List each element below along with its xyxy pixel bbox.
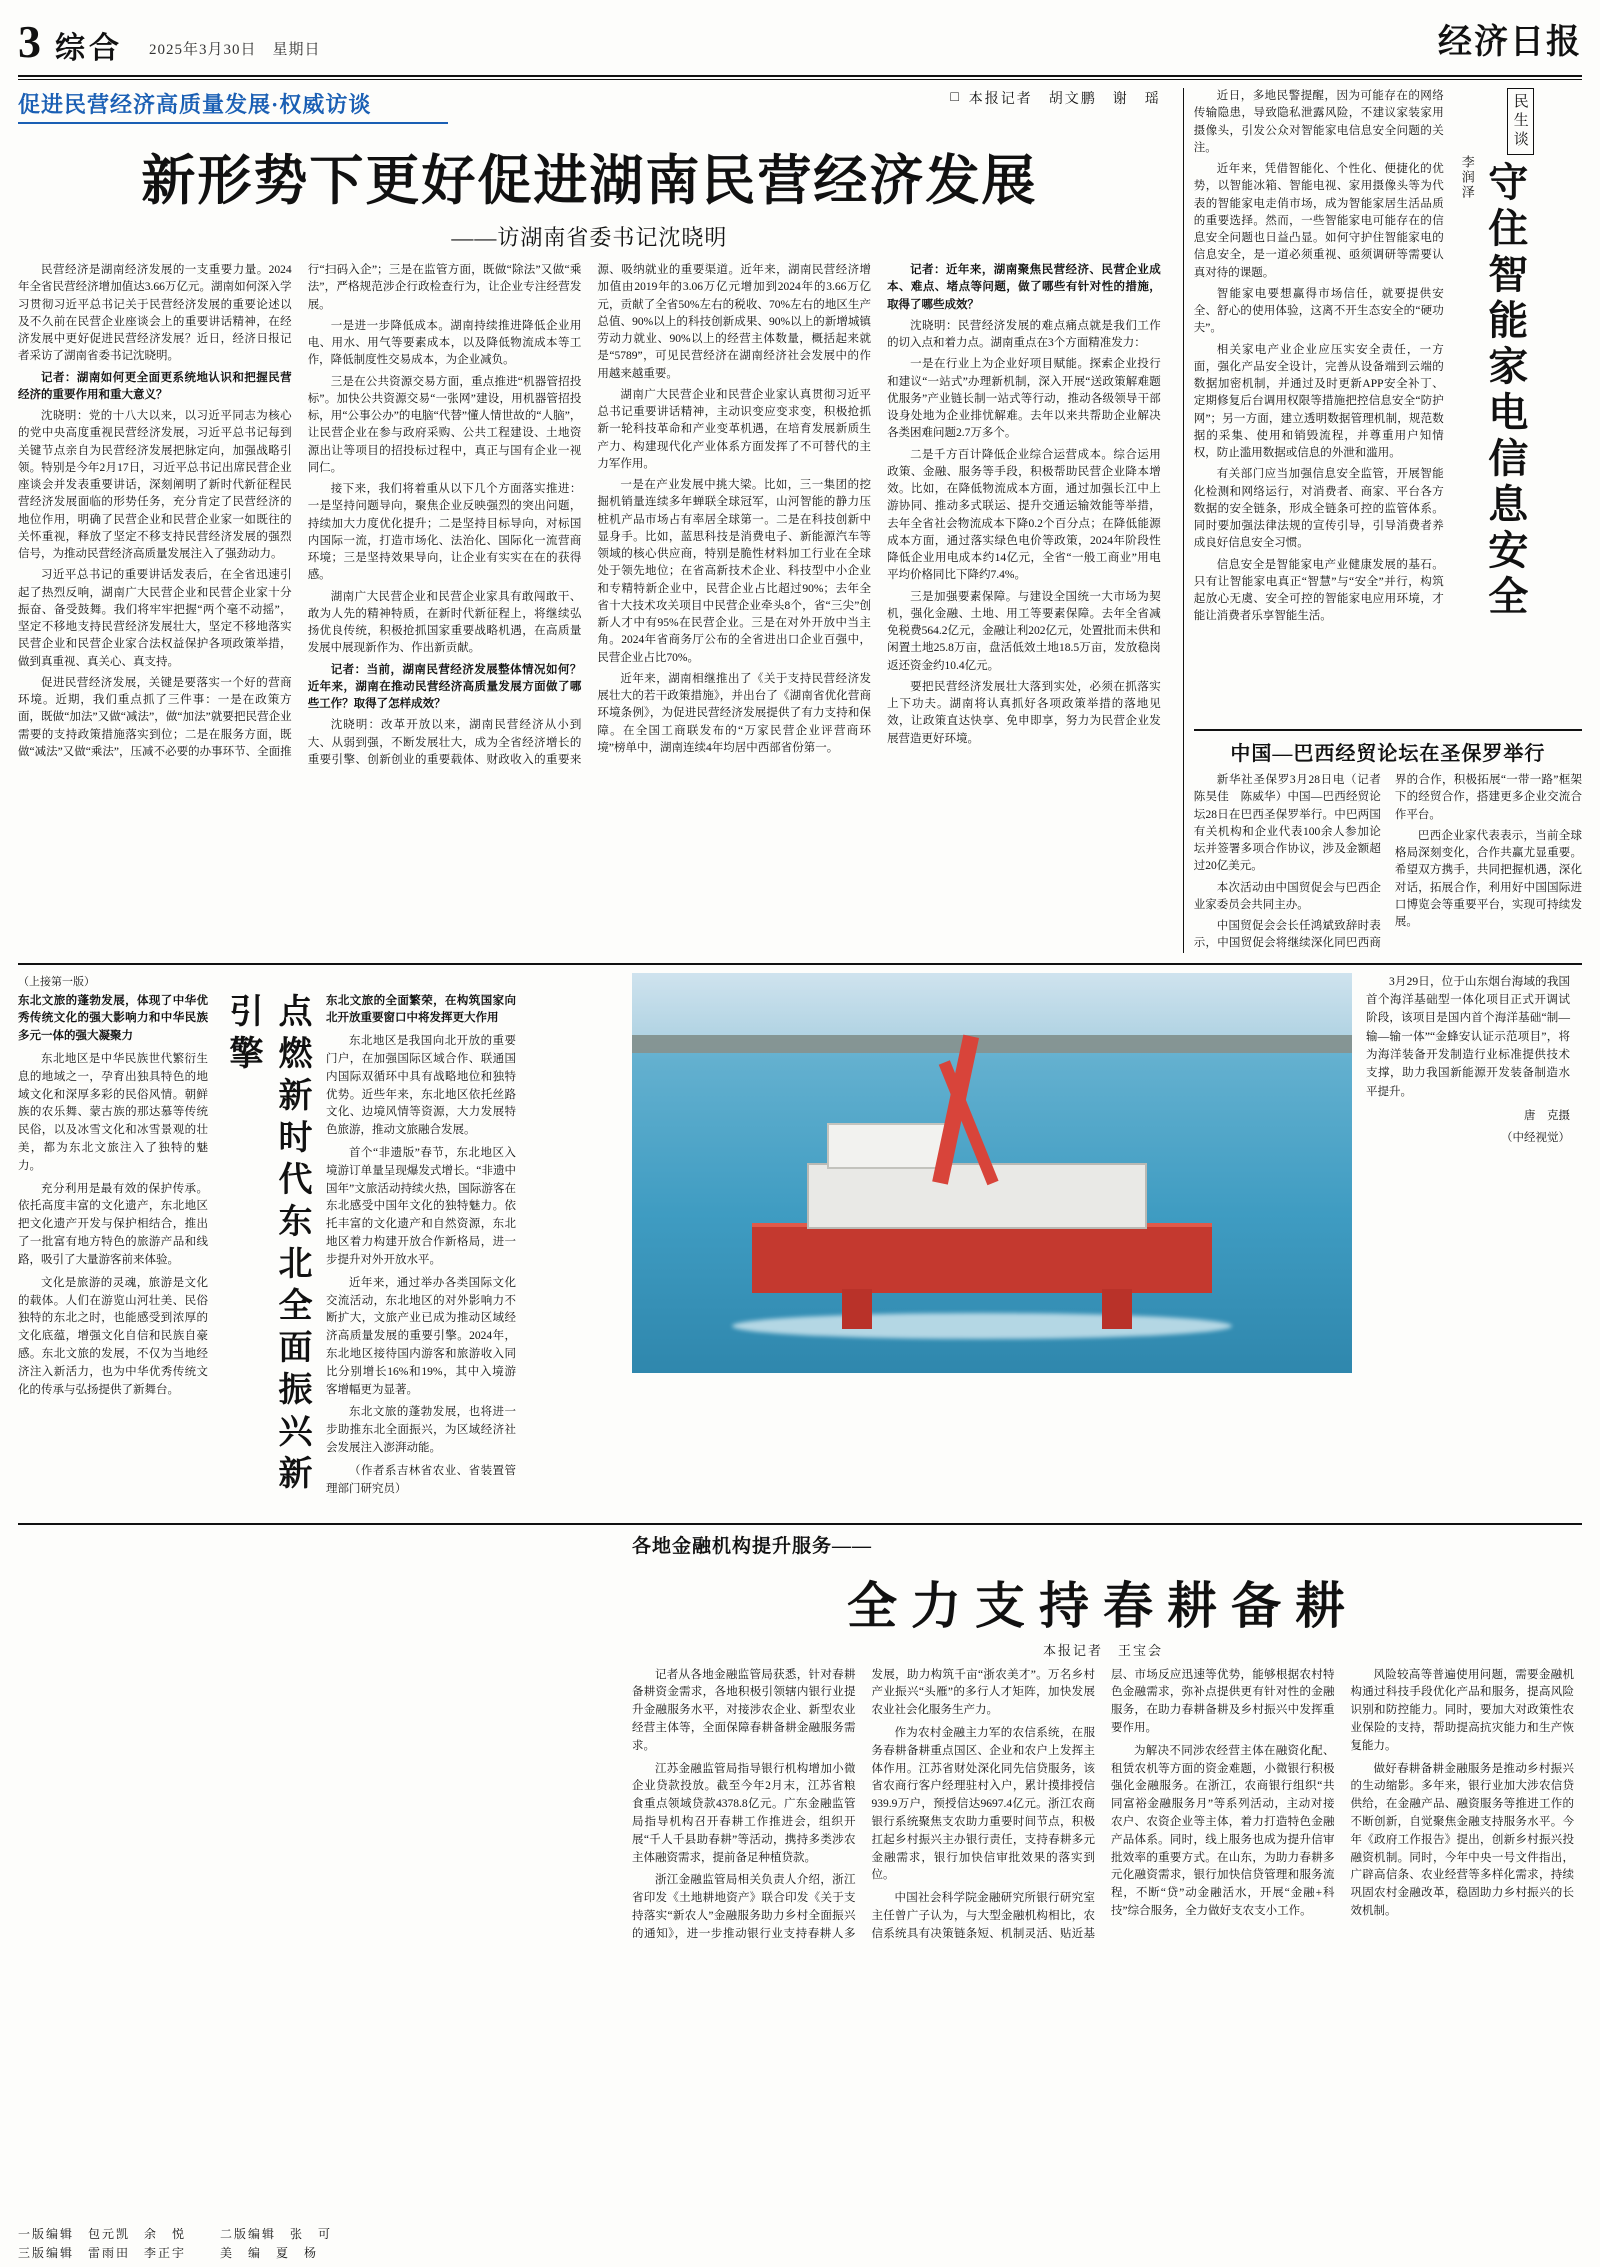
page-footer xyxy=(18,2223,618,2261)
lead-para: 三是加强要素保障。与建设全国统一大市场为契机，强化金融、土地、用工等要素保障。去年全省减免税费564.2亿元，金融让利202亿元，处置批而未供和闲置土地25.8万亩，盘活低效土地18.5万亩，发放稳岗返还资金约10.4亿元。 xyxy=(887,590,1161,672)
spring-para: 为解决不同涉农经营主体在融资化配、租赁农机等方面的资金难题，小微银行积极强化金融服务。在浙江，农商银行组织“共同富裕金融服务月”等系列活动，主动对接农户、农资企业等主体，着力打造特色金融产品体系。同时，线上服务也成为提升信审批效率的重要方式。在山东，为助力春耕多元化融资需求，银行加快信贷管理和服务流程，不断“贷”动金融活水，开展“金融+科技”综合服务，全力做好支农支小工作。 xyxy=(1111,1744,1335,1918)
northeast-para: 东北地区是中华民族世代繁衍生息的地域之一，孕育出独具特色的地域文化和深厚多彩的民俗风情。朝鲜族的农乐舞、蒙古族的那达慕等传统民俗，以及冰雪文化和冰雪景观的壮美，都为东北文旅注入了独特的魅力。 xyxy=(18,1052,208,1172)
spring-para: 风险较高等普遍使用问题，需要金融机构通过科技手段优化产品和服务，提高风险识别和防控能力。同时，要加大对政策性农业保险的支持，帮助提高抗灾能力和生产恢复能力。 xyxy=(1350,1668,1574,1752)
lead-byline: 本报记者 胡文鹏 谢 瑶 xyxy=(968,92,1161,107)
spring-para: 做好春耕备耕金融服务是推动乡村振兴的生动缩影。多年来，银行业加大涉农信贷供给，在金融产品、融资服务等推进工作的不断创新，自觉聚焦金融支持服务水平。今年《政府工作报告》提出，创新乡村振兴投融资机制。同时，今年中央一号文件指出，广辟高信条、农业经营等多样化需求，持续巩固农村金融改革，稳固助力乡村振兴的长效机制。 xyxy=(1350,1762,1574,1918)
lead-para: 三是在公共资源交易方面，重点推进“机器管招投标”。加快公共资源交易“一张网”建设，用机器管招投标，用“公事公办”的电脑“代替”懂人情世故的“人脑”，让民营企业在参与政府采购、公共工程建设、土地资源出让等项目的招投标过程中，真正与国有企业一视同仁。 xyxy=(307,375,582,474)
opinion-para: 近年来，凭借智能化、个性化、便捷化的优势，以智能冰箱、智能电视、家用摄像头等为代表的智能家电走俏市场，成为智能家居生活品质的重要选择。然而，一些智能家电可能存在的信息安全问题也日益凸显。如何守护住智能家电的信息安全，是一道必须重视、亟须调研等需要认真对待的课题。 xyxy=(1193,163,1444,279)
northeast-col-1 xyxy=(18,993,208,1513)
photo-source: （中经视觉） xyxy=(1501,1132,1570,1145)
spring-article xyxy=(618,1531,1574,1944)
northeast-para: 充分利用是最有效的保护传承。依托高度丰富的文化遗产，东北地区把文化遗产开发与保护相结合，推出了一批富有地方特色的旅游产品和线路，吸引了大量游客前来体验。 xyxy=(18,1182,208,1266)
northeast-para: 东北文旅的蓬勃发展，也将进一步助推东北全面振兴，为区域经济社会发展注入澎湃动能。 xyxy=(326,1406,516,1454)
lead-para: 记者：当前，湖南民营经济发展整体情况如何？近年来，湖南在推动民营经济高质量发展方面做了哪些工作？取得了怎样成效？ xyxy=(307,663,582,710)
top-section xyxy=(18,88,1582,953)
photo-caption-text: 3月29日，位于山东烟台海域的我国首个海洋基础型一体化项目正式开调试阶段，该项目是国内首个海洋基础“制—输—输一体”“金蜂安认证示范项目”，将为海洋装备开发制造行业标准提供技术支撑，助力我国新能源开发装备制造水平提升。 xyxy=(1366,975,1570,1098)
opinion-para: 信息安全是智能家电产业健康发展的基石。只有让智能家电真正“智慧”与“安全”并行，构筑起放心无虞、安全可控的智能家电应用环境，才能让消费者乐享智能生活。 xyxy=(1193,558,1444,623)
lead-para: 记者：湖南如何更全面更系统地认识和把握民营经济的重要作用和重大意义？ xyxy=(18,371,292,401)
continuation-note: （上接第一版） xyxy=(18,975,95,988)
spring-headline: 全力支持春耕备耕 xyxy=(847,1577,1359,1634)
middle-divider xyxy=(18,963,1582,965)
brazil-para: 本次活动由中国贸促会与巴西企业家委员会共同主办。 xyxy=(1193,881,1381,911)
middle-section xyxy=(18,973,1582,1513)
spring-body xyxy=(632,1667,1574,1944)
footer-editor-2: 二版编辑 张 可 xyxy=(220,2227,333,2241)
spring-para: 记者从各地金融监管局获悉，针对春耕备耕资金需求，各地积极引领辖内银行业提升金融服务水平，对接涉农企业、新型农业经营主体等，全面保障春耕备耕金融服务需求。 xyxy=(632,1668,856,1752)
northeast-para: 近年来，通过举办各类国际文化交流活动，东北地区的对外影响力不断扩大，文旅产业已成为推动区域经济高质量发展的重要引擎。2024年，东北地区接待国内游客和旅游收入同比分别增长16%和19%，其中入境游客增幅更为显著。 xyxy=(326,1276,516,1396)
northeast-para: 东北地区是我国向北开放的重要门户，在加强国际区域合作、联通国内国际双循环中具有战略地位和独特优势。近些年来，东北地区依托丝路文化、边境风情等资源，大力发展特色旅游，推动文旅融合发展。 xyxy=(326,1035,516,1137)
lead-para: 一是进一步降低成本。湖南持续推进降低企业用电、用水、用气等要素成本，以及降低物流成本等工作，降低制度性交易成本，为企业减负。 xyxy=(307,319,582,367)
lead-para: 一是在行业上为企业好项目赋能。探索企业投行和建议“一站式”办理新机制，深入开展“送政策解难题优服务”产业链长制一站式等行动，推动各级领导干部设身处地为企业排忧解难。去年以来共帮助企业解决各类困难问题2.7万多个。 xyxy=(887,358,1161,440)
opinion-label: 民生谈 xyxy=(1507,88,1534,155)
opinion-title: 守住智能家电信息安全 xyxy=(1482,161,1528,621)
lead-para: 民营经济是湖南经济发展的一支重要力量。2024年全省民营经济增加值达3.66万亿元。湖南如何深入学习贯彻习近平总书记关于民营经济发展的重要论述以及不久前在民营企业座谈会上的重要讲话精神，在经济发展中更好促进民营经济发展？近日，经济日报记者采访了湖南省委书记沈晓明。 xyxy=(18,264,292,363)
photo-credit: 唐 克摄 xyxy=(1524,1110,1570,1123)
opinion-body xyxy=(1194,88,1444,721)
opinion-header xyxy=(1194,88,1582,721)
northeast-col-2 xyxy=(326,993,516,1513)
lead-para: 湖南广大民营企业和民营企业家具有敢闯敢干、敢为人先的精神特质，在新时代新征程上，将继续弘扬优良传统，积极抢抓国家重要战略机遇，在高质量发展中展现新作为、作出新贡献。 xyxy=(307,590,582,655)
lead-para: 近年来，湖南相继推出了《关于支持民营经济发展壮大的若干政策措施》，并出台了《湖南省优化营商环境条例》，为促进民营经济发展提供了有力支持和保障。在全国工商联发布的“万家民营企业评营商环境”榜单中，湖南连续4年均居中西部省份第一。 xyxy=(597,672,872,754)
opinion-para: 近日，多地民警提醒，因为可能存在的网络传输隐患，导致隐私泄露风险，不建议家装家用摄像头，引发公众对智能家电信息安全问题的关注。 xyxy=(1193,90,1444,154)
lead-para: 促进民营经济发展，关键是要落实一个好的营商环境。近期，我们重点抓了三件事：一是在政策方面，既做“加法”又做“减法”，做“加法”就要把民营企业需要的支持政策措施落实到位；二是在服务方面，既做“减法”又做“乘法”，压减不必要的办事环节、全面推行“扫码入企”；三是在监管方面，既做“除法”又做“乘法”，严格规范涉企行政检查行为，让企业专注经营发展。 xyxy=(18,264,582,758)
lead-para: 沈晓明：民营经济发展的难点痛点就是我们工作的切入点和着力点。湖南重点在3个方面精准发力： xyxy=(887,319,1161,349)
footer-editor-4: 美 编 夏 杨 xyxy=(220,2246,319,2260)
paper-name: 经济日报 xyxy=(1438,24,1582,61)
opinion-author: 李润泽 xyxy=(1459,155,1475,200)
lead-para: 沈晓明：党的十八大以来，以习近平同志为核心的党中央高度重视民营经济发展，习近平总书记每到关键节点亲自为民营经济发展把脉定向，加强战略引领。特别是今年2月17日，习近平总书记出席民营企业座谈会并发表重要讲话，深刻阐明了新时代新征程民营经济发展面临的形势任务，充分肯定了民营经济的地位作用，明确了民营企业和民营企业家一如既往的关怀重视，释放了坚定不移支持民营经济发展的强烈信号，为推动民营经济高质量发展注入了强劲动力。 xyxy=(18,410,292,560)
northeast-lead-2: 东北文旅的全面繁荣，在构筑国家向北开放重要窗口中将发挥更大作用 xyxy=(326,994,516,1025)
footer-editor-3: 三版编辑 雷雨田 李正宇 xyxy=(18,2246,187,2260)
masthead-divider xyxy=(18,75,1582,77)
brazil-para: 新华社圣保罗3月28日电（记者陈昊佳 陈威华）中国—巴西经贸论坛28日在巴西圣保罗举行。中巴两国有关机构和企业代表100余人参加论坛并签署多项合作协议，涉及金额超过20亿美元。 xyxy=(1193,774,1381,873)
spring-byline: 本报记者 王宝会 xyxy=(1042,1642,1163,1658)
kicker-rule xyxy=(18,122,448,124)
lead-para: 湖南广大民营企业和民营企业家认真贯彻习近平总书记重要讲话精神，主动识变应变求变，积极抢抓新一轮科技革命和产业变革机遇，在培育发展新质生产力、构建现代化产业体系方面发挥了不可替代的主力军作用。 xyxy=(597,388,872,470)
lead-body xyxy=(18,262,1161,769)
northeast-lead: 东北文旅的蓬勃发展，体现了中华优秀传统文化的强大影响力和中华民族多元一体的强大凝聚力 xyxy=(18,994,208,1043)
lead-para: 要把民营经济发展壮大落到实处，必须在抓落实上下功夫。湖南将认真抓好各项政策举措的落地见效，让政策直达快享、免申即享，努力为民营企业发展营造更好环境。 xyxy=(887,680,1161,745)
bottom-left-spacer xyxy=(18,1531,618,1944)
footer-editor-1: 一版编辑 包元凯 余 悦 xyxy=(18,2227,187,2241)
spring-para: 中国社会科学院金融研究所银行研究室主任曾广子认为，与大型金融机构相比，农信系统具有决策链条短、机制灵活、贴近基层、市场反应迅速等优势，能够根据农村特色金融需求，弥补点提供更有针对性的金融服务，在助力春耕备耕及乡村振兴中发挥重要作用。 xyxy=(871,1668,1335,1940)
opinion-para: 相关家电产业企业应压实安全责任，一方面，强化产品安全设计，完善从设备端到云端的数据加密机制，并通过及时更新APP安全补丁、定期修复后台调用权限等措施把控信息安全“防护网”；另一方面，建立透明数据管理机制，规范数据的采集、使用和销毁流程，并尊重用户知情权，防止滥用数据或信息的外泄和滥用。 xyxy=(1193,343,1444,459)
lead-para: 二是千方百计降低企业综合运营成本。综合运用政策、金融、服务等手段，积极帮助民营企业降本增效。比如，在降低物流成本方面，通过加强长江中上游协同、推动多式联运、提升交通运输效能等举措，去年全省社会物流成本下降0.2个百分点；在降低能源成本方面，通过落实绿色电价等政策，2024年阶段性降低企业用电成本约14亿元，全省“一般工商业”用电平均价格同比下降约7.4%。 xyxy=(887,448,1161,582)
northeast-para: （作者系吉林省农业、省装置管理部门研究员） xyxy=(326,1464,516,1495)
bottom-section xyxy=(18,1531,1582,1944)
brazil-para: 巴西企业家代表表示，当前全球格局深刻变化，合作共赢尤显重要。希望双方携手，共同把握机遇，深化对话，拓展合作，利用好中国国际进口博览会等重要平台，实现可持续发展。 xyxy=(1394,829,1582,928)
photo-section xyxy=(618,973,1574,1513)
lead-para: 一是在产业发展中挑大梁。比如，三一集团的挖掘机销量连续多年蝉联全球冠军，山河智能的静力压桩机产品市场占有率居全球第一。二是在科技创新中显身手。比如，蓝思科技是消费电子、新能源汽车等领域的核心供应商，特别是脆性材料加工行业在全球处于领先地位；在省高新技术企业、科技型中小企业和专精特新企业中，民营企业占比超过90%；去年全省十大技术攻关项目中民营企业牵头8个，省“三尖”创新人才中有95%在民营企业。三是在对外开放中当主角。2024年省商务厅公布的全省进出口企业百强中，民营企业占比70%。 xyxy=(597,479,872,664)
lead-kicker: 促进民营经济高质量发展·权威访谈 xyxy=(18,92,372,117)
brazil-para: 中国贸促会会长任鸿斌致辞时表示，中国贸促会将继续深化同巴西商界的合作，积极拓展“一带一路”框架下的经贸合作，搭建更多企业交流合作平台。 xyxy=(1193,774,1582,950)
spring-kicker: 各地金融机构提升服务—— xyxy=(632,1535,873,1557)
spring-para: 作为农村金融主力军的农信系统，在服务春耕备耕重点国区、企业和农户上发挥主体作用。江苏省财处深化同先信贷服务，该省农商行客户经理驻村入户，累计摸排授信939.9万户，预授信达9697.4亿元。浙江农商银行系统聚焦支农助力重要时间节点，积极扛起乡村振兴主办银行责任，支持春耕多元金融需求，银行加快信审批效果的落实到位。 xyxy=(871,1726,1095,1882)
lead-subhead: ——访湖南省委书记沈晓明 xyxy=(451,225,728,250)
northeast-vertical-title: 点燃新时代东北全面振兴新引擎 xyxy=(224,992,310,1497)
northeast-article xyxy=(18,973,618,1513)
lead-para: 记者：近年来，湖南聚焦民营经济、民营企业成本、难点、堵点等问题，做了哪些有针对性的措施，取得了哪些成效？ xyxy=(887,264,1161,311)
page-title: 新形势下更好促进湖南民营经济发展 xyxy=(141,151,1038,211)
page-number: 3 xyxy=(18,16,41,67)
northeast-para: 首个“非遗版”春节，东北地区入境游订单量呈现爆发式增长。“非遗中国年”文旅活动持续火热，国际游客在东北感受中国年文化的独特魅力。依托丰富的文化遗产和自然资源，东北地区着力构建开放合作新格局，进一步提升对外开放水平。 xyxy=(326,1147,516,1266)
masthead-divider-2 xyxy=(18,79,1582,80)
spring-para: 浙江金融监管局相关负责人介绍，浙江省印发《土地耕地资产》联合印发《关于支持落实“新农人”金融服务助力乡村全面振兴的通知》，进一步推动银行业支持春耕人多发展，助力构筑千亩“浙农美才”。万名乡村产业振兴“头雁”的多行人才矩阵，加快发展农业社会化服务生产力。 xyxy=(632,1668,1095,1940)
column-divider xyxy=(1183,88,1184,953)
opinion-para: 有关部门应当加强信息安全监管，开展智能化检测和网络运行，对消费者、商家、平台各方数据的安全链条，形成全链条可控的监管体系。同时要加强法律法规的宣传引导，引导消费者养成良好信息安全习惯。 xyxy=(1193,468,1444,550)
opinion-column xyxy=(1194,88,1582,953)
news-photo xyxy=(632,973,1352,1373)
brazil-article-title: 中国—巴西经贸论坛在圣保罗举行 xyxy=(1230,743,1546,765)
section-name: 综合 xyxy=(55,32,123,65)
brazil-article-body xyxy=(1194,772,1582,953)
lead-para: 沈晓明：改革开放以来，湖南民营经济从小到大、从弱到强，不断发展壮大，成为全省经济增长的重要引擎、创新创业的重要载体、财政收入的重要来源、吸纳就业的重要渠道。近年来，湖南民营经济增加值由2019年的3.06万亿元增加到2024年的3.66万亿元，贡献了全省50%左右的税收、70%左右的地区生产总值、90%以上的科技创新成果、90%以上的新增城镇劳动力就业、90%以上的经营主体数量，概括起来就是“5789”，可见民营经济在湖南经济社会发展中的作用越来越重要。 xyxy=(307,264,872,766)
lead-para: 习近平总书记的重要讲话发表后，在全省迅速引起了热烈反响，湖南广大民营企业和民营企业家十分振奋、备受鼓舞。我们将牢牢把握“两个毫不动摇”，坚定不移地支持民营经济发展壮大，坚定不移地落实民营企业和民营企业家合法权益保护各项政策举措，做到真重视、真关心、真支持。 xyxy=(18,569,292,668)
spring-para: 江苏金融监管局指导银行机构增加小微企业贷款投放。截至今年2月末，江苏省粮食重点领域贷款4378.8亿元。广东金融监管局指导机构召开春耕工作推进会，组织开展“千人千县助春耕”等活动，携持多类涉农主体融资需求，提前备足种植贷款。 xyxy=(632,1762,856,1864)
opinion-divider xyxy=(1194,729,1582,731)
publication-date: 2025年3月30日 星期日 xyxy=(149,42,321,58)
masthead xyxy=(18,14,1582,69)
photo-caption xyxy=(1352,973,1570,1373)
byline-marker-icon: □ xyxy=(950,90,961,105)
bottom-divider xyxy=(18,1523,1582,1525)
lead-para: 接下来，我们将着重从以下几个方面落实推进：一是坚持问题导向，聚焦企业反映强烈的突出问题，持续加大力度优化提升；二是坚持目标导向，对标国内国际一流，打造市场化、法治化、国际化一流营商环境；三是坚持效果导向，让企业有实实在在的获得感。 xyxy=(307,483,582,582)
opinion-para: 智能家电要想赢得市场信任，就要提供安全、舒心的使用体验，这离不开生态安全的“硬功夫”。 xyxy=(1193,287,1444,335)
lead-article xyxy=(18,88,1173,953)
northeast-para: 文化是旅游的灵魂，旅游是文化的载体。人们在游览山河壮美、民俗独特的东北之时，也能感受到浓厚的文化底蕴，增强文化自信和民族自豪感。东北文旅的发展，不仅为当地经济注入新活力，也为中华优秀传统文化的传承与弘扬提供了新舞台。 xyxy=(18,1276,208,1396)
